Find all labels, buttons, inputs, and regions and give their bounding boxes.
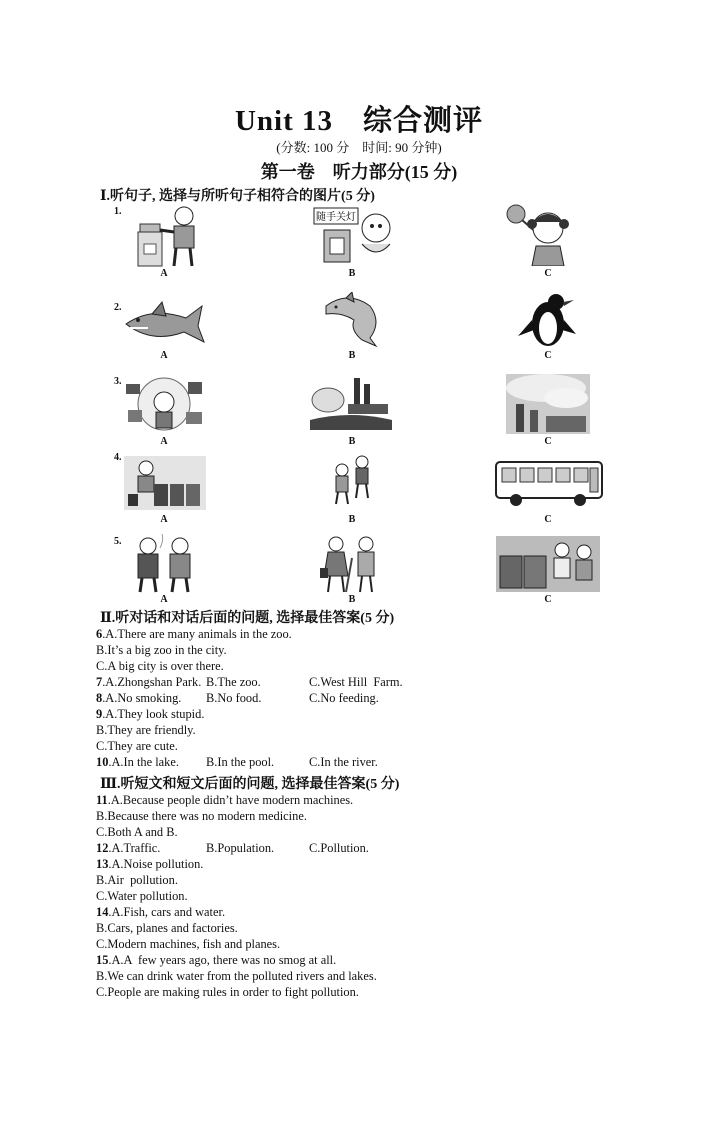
question-6-option-a: 6.A.There are many animals in the zoo. bbox=[96, 627, 292, 641]
option-label-c: C bbox=[544, 350, 552, 361]
question-14-option-a: 14.A.Fish, cars and water. bbox=[96, 905, 226, 919]
question-10: 10.A.In the lake. B.In the pool. C.In the river. bbox=[96, 755, 378, 769]
question-14-option-b: B.Cars, planes and factories. bbox=[96, 921, 238, 935]
question-8: 8.A.No smoking. B.No food. C.No feeding. bbox=[96, 691, 379, 705]
sign-text: 随手关灯 bbox=[316, 212, 356, 223]
question-9-option-a: 9.A.They look stupid. bbox=[96, 707, 205, 721]
option-label-b: B bbox=[348, 350, 356, 361]
question-13-option-b: B.Air pollution. bbox=[96, 873, 178, 887]
option-label-a: A bbox=[160, 350, 168, 361]
option-label-a: A bbox=[160, 594, 168, 605]
option-label-c: C bbox=[544, 268, 552, 279]
option-label-c: C bbox=[544, 594, 552, 605]
question-15-option-b: B.We can drink water from the polluted rivers and lakes. bbox=[96, 969, 377, 983]
question-number: 2. bbox=[114, 302, 122, 313]
question-number: 4. bbox=[114, 452, 122, 463]
question-9-option-c: C.They are cute. bbox=[96, 739, 178, 753]
question-6-option-b: B.It’s a big zoo in the city. bbox=[96, 643, 227, 657]
picture-row bbox=[0, 452, 718, 528]
option-label-a: A bbox=[160, 268, 168, 279]
turn-off-light-sign-picture bbox=[310, 204, 394, 266]
score-time-info: (分数: 100 分 时间: 90 分钟) bbox=[276, 140, 442, 155]
option-label-b: B bbox=[348, 594, 356, 605]
polluted-water-picture bbox=[308, 374, 394, 432]
section-2-questions bbox=[96, 626, 403, 770]
dolphin-picture bbox=[320, 292, 384, 348]
question-13-option-a: 13.A.Noise pollution. bbox=[96, 857, 204, 871]
children-trash-bins-picture bbox=[496, 536, 600, 592]
option-label-c: C bbox=[544, 436, 552, 447]
question-6-option-c: C.A big city is over there. bbox=[96, 659, 224, 673]
question-12: 12.A.Traffic. B.Population. C.Pollution. bbox=[96, 841, 369, 855]
recycling-bins-picture bbox=[124, 456, 206, 510]
factory-smoke-picture bbox=[506, 374, 590, 434]
picture-row bbox=[0, 532, 718, 610]
question-number: 5. bbox=[114, 536, 122, 547]
bus-picture bbox=[494, 458, 604, 508]
option-label-b: B bbox=[348, 514, 356, 525]
option-label-b: B bbox=[348, 436, 356, 447]
question-number: 3. bbox=[114, 376, 122, 387]
noise-pollution-picture bbox=[122, 374, 206, 432]
option-label-a: A bbox=[160, 514, 168, 525]
question-14-option-c: C.Modern machines, fish and planes. bbox=[96, 937, 281, 951]
washing-hands-picture bbox=[132, 204, 204, 268]
shark-picture bbox=[122, 300, 206, 346]
question-number: 1. bbox=[114, 206, 122, 217]
part-title: 第一卷 听力部分(15 分) bbox=[260, 162, 458, 182]
two-children-picture bbox=[328, 454, 376, 506]
question-11-option-b: B.Because there was no modern medicine. bbox=[96, 809, 307, 823]
option-label-c: C bbox=[544, 514, 552, 525]
question-15-option-c: C.People are making rules in order to fight pollution. bbox=[96, 985, 359, 999]
cleaning-workers-picture bbox=[316, 534, 386, 594]
option-label-b: B bbox=[348, 268, 356, 279]
picture-row bbox=[0, 292, 718, 367]
smoking-picture bbox=[128, 534, 202, 594]
option-label-a: A bbox=[160, 436, 168, 447]
question-11-option-c: C.Both A and B. bbox=[96, 825, 178, 839]
picture-row bbox=[0, 200, 718, 285]
picture-row bbox=[0, 372, 718, 450]
question-11-option-a: 11.A.Because people didn’t have modern machines. bbox=[96, 793, 354, 807]
question-7: 7.A.Zhongshan Park. B.The zoo. C.West Hill Farm. bbox=[96, 675, 403, 689]
penguin-picture bbox=[516, 292, 578, 348]
section-1-heading: Ⅰ.听句子, 选择与所听句子相符合的图片(5 分) bbox=[100, 189, 375, 204]
section-2-heading: Ⅱ.听对话和对话后面的问题, 选择最佳答案(5 分) bbox=[100, 611, 395, 626]
section-3-questions bbox=[96, 792, 377, 1000]
question-13-option-c: C.Water pollution. bbox=[96, 889, 188, 903]
section-3-heading: Ⅲ.听短文和短文后面的问题, 选择最佳答案(5 分) bbox=[100, 777, 400, 792]
question-15-option-a: 15.A.A few years ago, there was no smog at all. bbox=[96, 953, 337, 967]
question-9-option-b: B.They are friendly. bbox=[96, 723, 196, 737]
page-title: Unit 13 综合测评 bbox=[234, 105, 484, 137]
girl-cleaning-picture bbox=[500, 202, 592, 266]
